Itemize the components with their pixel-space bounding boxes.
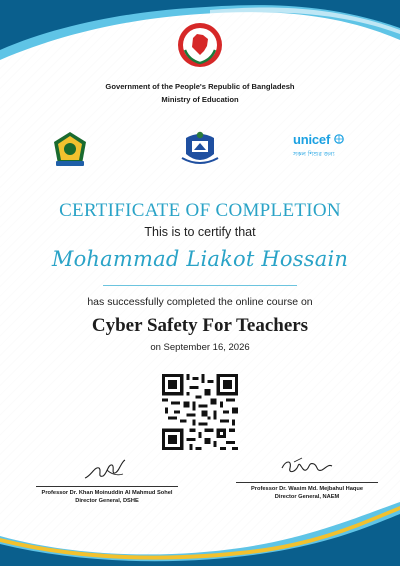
dshe-emblem-icon [50,130,90,168]
completion-date: on September 16, 2026 [150,342,250,353]
recipient-name: Mohammad Liakot Hossain [51,247,349,271]
completion-text: has successfully completed the online course on [87,296,313,308]
signature-block-naem [222,452,392,500]
certify-text: This is to certify that [144,225,256,239]
unicef-wordmark: unicef [293,132,331,147]
qr-code-icon [162,374,238,450]
signatory-name-dshe: Professor Dr. Khan Moinuddin Al Mahmud Sohel [41,490,173,496]
name-underline [103,285,297,286]
unicef-logo [293,132,353,160]
signatory-role-dshe: Director General, DSHE [75,498,139,504]
government-name: Government of the People's Republic of Bangladesh [105,82,295,91]
globe-icon [334,134,344,144]
ministry-name: Ministry of Education [161,95,239,104]
unicef-tagline: সকল শিশুর জন্য [293,151,335,158]
course-name: Cyber Safety For Teachers [91,315,309,336]
signatory-role-naem: Director General, NAEM [274,494,340,500]
naem-emblem-icon [180,128,220,168]
signature-dshe-icon [77,456,137,484]
bottom-wave-decoration [0,496,400,566]
certificate-title: CERTIFICATE OF COMPLETION [59,200,341,221]
signature-naem-icon [272,452,342,480]
bangladesh-emblem-icon [175,20,225,70]
signatory-name-naem: Professor Dr. Wasim Md. Mejbahul Haque [251,486,363,492]
